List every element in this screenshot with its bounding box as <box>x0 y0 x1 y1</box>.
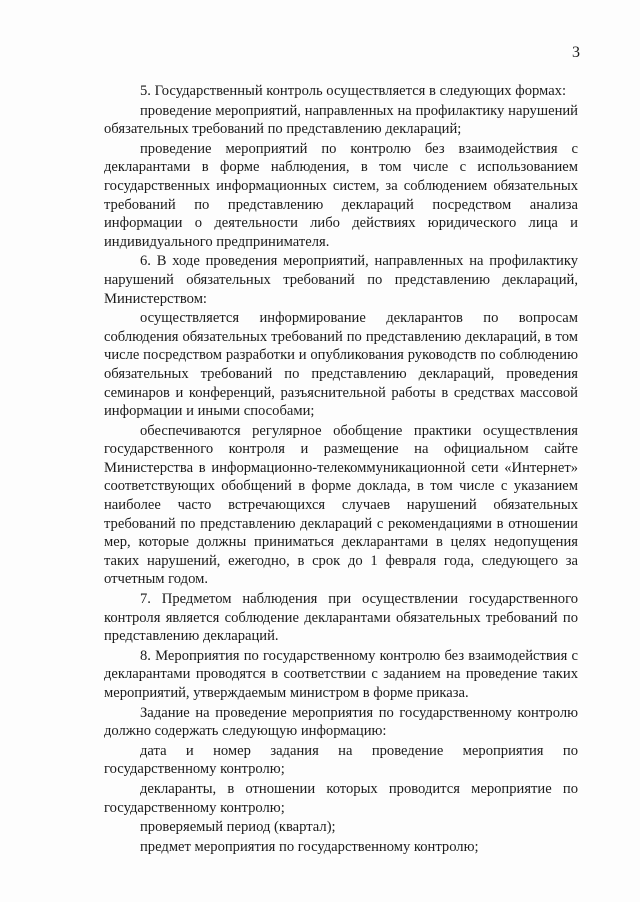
page-number: 3 <box>572 44 580 61</box>
paragraph: проведение мероприятий по контролю без взаимодействия с декларантами в форме наблюдения, в том числе с использованием государственных информационных систем, за соблюдением обязательных требований по представлению деклараций посредством анализа информации о деятельности либо действиях юридического лица и индивидуального предпринимателя. <box>104 140 578 250</box>
paragraph: 6. В ходе проведения мероприятий, направленных на профилактику нарушений обязательных требований по представлению деклараций, Министерством: <box>104 253 578 307</box>
paragraph: декларанты, в отношении которых проводится мероприятие по государственному контролю; <box>104 780 578 816</box>
paragraph: 8. Мероприятия по государственному контролю без взаимодействия с декларантами проводятся в соответствии с заданием на проведение таких мероприятий, утверждаемым министром в форме приказа. <box>104 647 578 701</box>
paragraph: 5. Государственный контроль осуществляется в следующих формах: <box>140 83 567 99</box>
paragraph: дата и номер задания на проведение мероприятия по государственному контролю; <box>104 742 578 778</box>
paragraph: Задание на проведение мероприятия по государственному контролю должно содержать следующую информацию: <box>104 704 578 740</box>
paragraph: обеспечиваются регулярное обобщение практики осуществления государственного контроля и размещение на официальном сайте Министерства в информационно-телекоммуникационной сети «Интернет» соответствующих обобщений в форме доклада, в том числе с указанием наиболее часто встречающихся случаев нарушений обязательных требований по представлению деклараций с рекомендациями в отношении мер, которые должны приниматься декларантами в целях недопущения таких нарушений, ежегодно, в срок до 1 февраля года, следующего за отчетным годом. <box>104 422 578 588</box>
document-body <box>104 82 578 856</box>
paragraph: осуществляется информирование декларантов по вопросам соблюдения обязательных требований по представлению деклараций, в том числе посредством разработки и опубликования руководств по соблюдению обязательных требований по представлению деклараций, проведения семинаров и конференций, разъяснительной работы в средствах массовой информации и иными способами; <box>104 310 578 420</box>
paragraph: проверяемый период (квартал); <box>140 819 336 836</box>
paragraph: 7. Предметом наблюдения при осуществлении государственного контроля является соблюдение декларантами обязательных требований по представлению деклараций. <box>104 591 578 645</box>
paragraph: предмет мероприятия по государственному контролю; <box>140 838 479 855</box>
paragraph: проведение мероприятий, направленных на профилактику нарушений обязательных требований по представлению деклараций; <box>104 102 578 138</box>
